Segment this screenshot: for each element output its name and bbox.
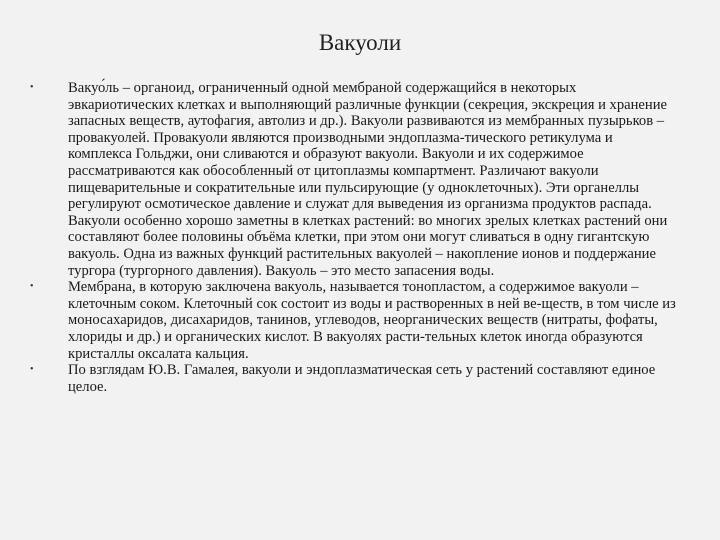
bullet-dot-icon: • bbox=[30, 281, 34, 293]
bullet-item-gamaley bbox=[30, 362, 680, 395]
slide-title: Вакуоли bbox=[318, 30, 402, 55]
bullet-text: Вакуо́ль – органоид, ограниченный одной мембраной содержащийся в некоторых эвкариотических клетках и выполняющий различные функции (секреция, экскреция и хранение запасных веществ, аутофагия, автолиз и др.). Вакуоли развиваются из мембранных пузырьков – провакуолей. Провакуоли являются производными эндоплазма-тического ретикулума и комплекса Гольджи, они сливаются и образуют вакуоли. Вакуоли и их содержимое рассматриваются как обособленный от цитоплазмы компартмент. Различают вакуоли пищеварительные и сократительные или пульсирующие (у одноклеточных). Эти органеллы регулируют осмотическое давление и служат для выведения из организма продуктов распада. Вакуоли особенно хорошо заметны в клетках растений: во многих зрелых клетках растений они составляют более половины объёма клетки, при этом они могут сливаться в одну гигантскую вакуоль. Одна из важных функций растительных вакуолей – накопление ионов и поддержание тургора (тургорного давления). Вакуоль – это место запасения воды. bbox=[68, 80, 668, 279]
bullet-dot-icon: • bbox=[30, 82, 34, 93]
bullet-item-tonoplast bbox=[30, 279, 680, 362]
bullet-text: По взглядам Ю.В. Гамалея, вакуоли и эндоплазматическая сеть у растений составляют единое целое. bbox=[68, 362, 656, 395]
bullet-list bbox=[30, 80, 680, 395]
bullet-item-organoid bbox=[30, 80, 680, 279]
bullet-text: Мембрана, в которую заключена вакуоль, называется тонопластом, а содержимое вакуоли – клеточным соком. Клеточный сок состоит из воды и растворенных в ней ве-ществ, в том числе из моносахаридов, дисахаридов, танинов, углеводов, неорганических веществ (нитраты, фофаты, хлориды и др.) и органических кислот. В вакуолях расти-тельных клеток иногда образуются кристаллы оксалата кальция. bbox=[68, 279, 676, 362]
bullet-dot-icon: • bbox=[30, 364, 34, 376]
